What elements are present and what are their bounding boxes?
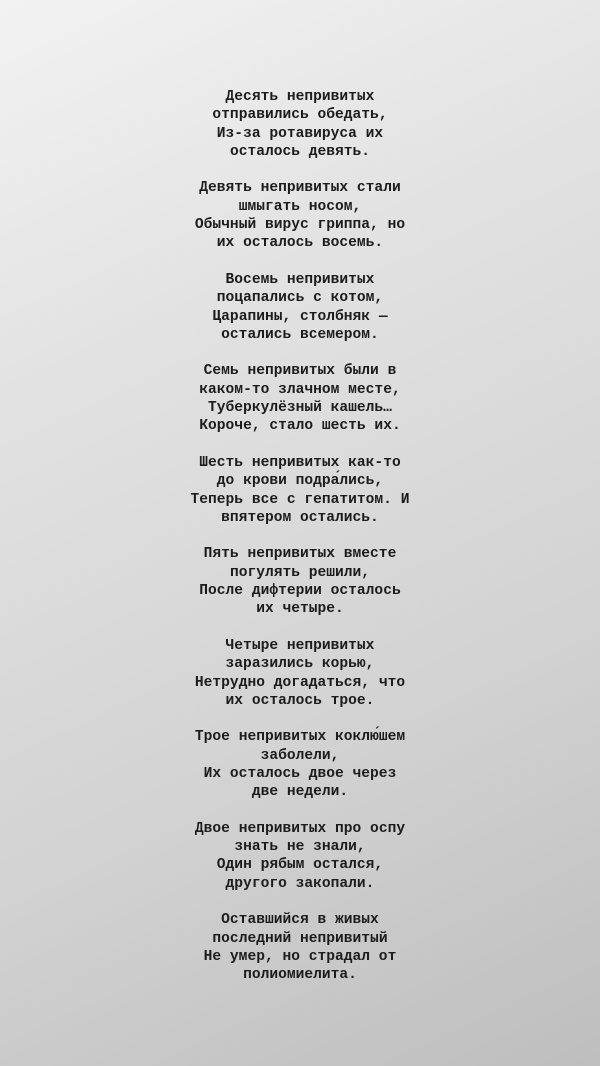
poem-line: Обычный вирус гриппа, но [194, 217, 406, 234]
poem-line: Восемь непривитых [225, 271, 375, 288]
poem-line: Не умер, но страдал от [203, 948, 397, 965]
poem-line: Девять непривитых стали [199, 180, 401, 197]
poem-line: Семь непривитых были в [203, 363, 397, 380]
poem-line: Пять непривитых вместе [203, 546, 397, 563]
poem-line: Нетрудно догадаться, что [194, 674, 406, 691]
poem-line: Один рябым остался, [216, 857, 384, 874]
poem-line: остались всемером. [221, 326, 379, 343]
poem-line: погулять решили, [229, 564, 371, 581]
poem-line: Теперь все с гепатитом. И [190, 491, 410, 508]
stanza-5 [0, 454, 600, 527]
poem [0, 88, 600, 1003]
poem-line: каком-то злачном месте, [199, 381, 401, 398]
stanza-6 [0, 545, 600, 618]
poem-line: Из-за ротавируса их [216, 125, 384, 142]
poem-line: Короче, стало шесть их. [199, 418, 401, 435]
poem-line: Оставшийся в живых [221, 912, 379, 929]
poem-line: их осталось восемь. [216, 235, 384, 252]
poem-line: Их осталось двое через [203, 765, 397, 782]
poem-line: Туберкулёзный кашель… [208, 400, 392, 417]
stanza-9 [0, 820, 600, 893]
poem-line: отправились обедать, [212, 107, 388, 124]
poem-line: Шесть непривитых как-то [199, 454, 401, 471]
poem-line: знать не знали, [234, 839, 366, 856]
stanza-2 [0, 179, 600, 252]
poem-line: осталось девять. [229, 143, 371, 160]
stanza-4 [0, 362, 600, 435]
poem-line: заболели, [260, 747, 340, 764]
stanza-7 [0, 637, 600, 710]
poem-line: заразились корью, [225, 656, 375, 673]
poem-line: шмыгать носом, [238, 198, 362, 215]
stanza-1 [0, 88, 600, 161]
poem-line: После дифтерии осталось [199, 583, 401, 600]
stanza-3 [0, 271, 600, 344]
poem-line: Десять непривитых [225, 89, 375, 105]
stanza-10 [0, 911, 600, 984]
poem-line: две недели. [251, 784, 349, 801]
poem-line: до крови подра́лись, [216, 473, 384, 490]
poem-line: их четыре. [256, 601, 344, 618]
stanza-8 [0, 728, 600, 801]
poem-line: поцапались с котом, [216, 290, 384, 307]
poem-line: последний непривитый [212, 930, 388, 947]
poem-line: Трое непривитых коклю́шем [194, 729, 406, 746]
poem-line: их осталось трое. [225, 692, 375, 709]
poem-line: другого закопали. [225, 875, 375, 892]
poem-line: полиомиелита. [243, 967, 357, 984]
poem-line: Четыре непривитых [225, 637, 375, 654]
poem-line: Двое непривитых про оспу [194, 820, 406, 837]
poem-line: Царапины, столбняк — [212, 308, 388, 325]
poem-line: впятером остались. [221, 509, 379, 526]
